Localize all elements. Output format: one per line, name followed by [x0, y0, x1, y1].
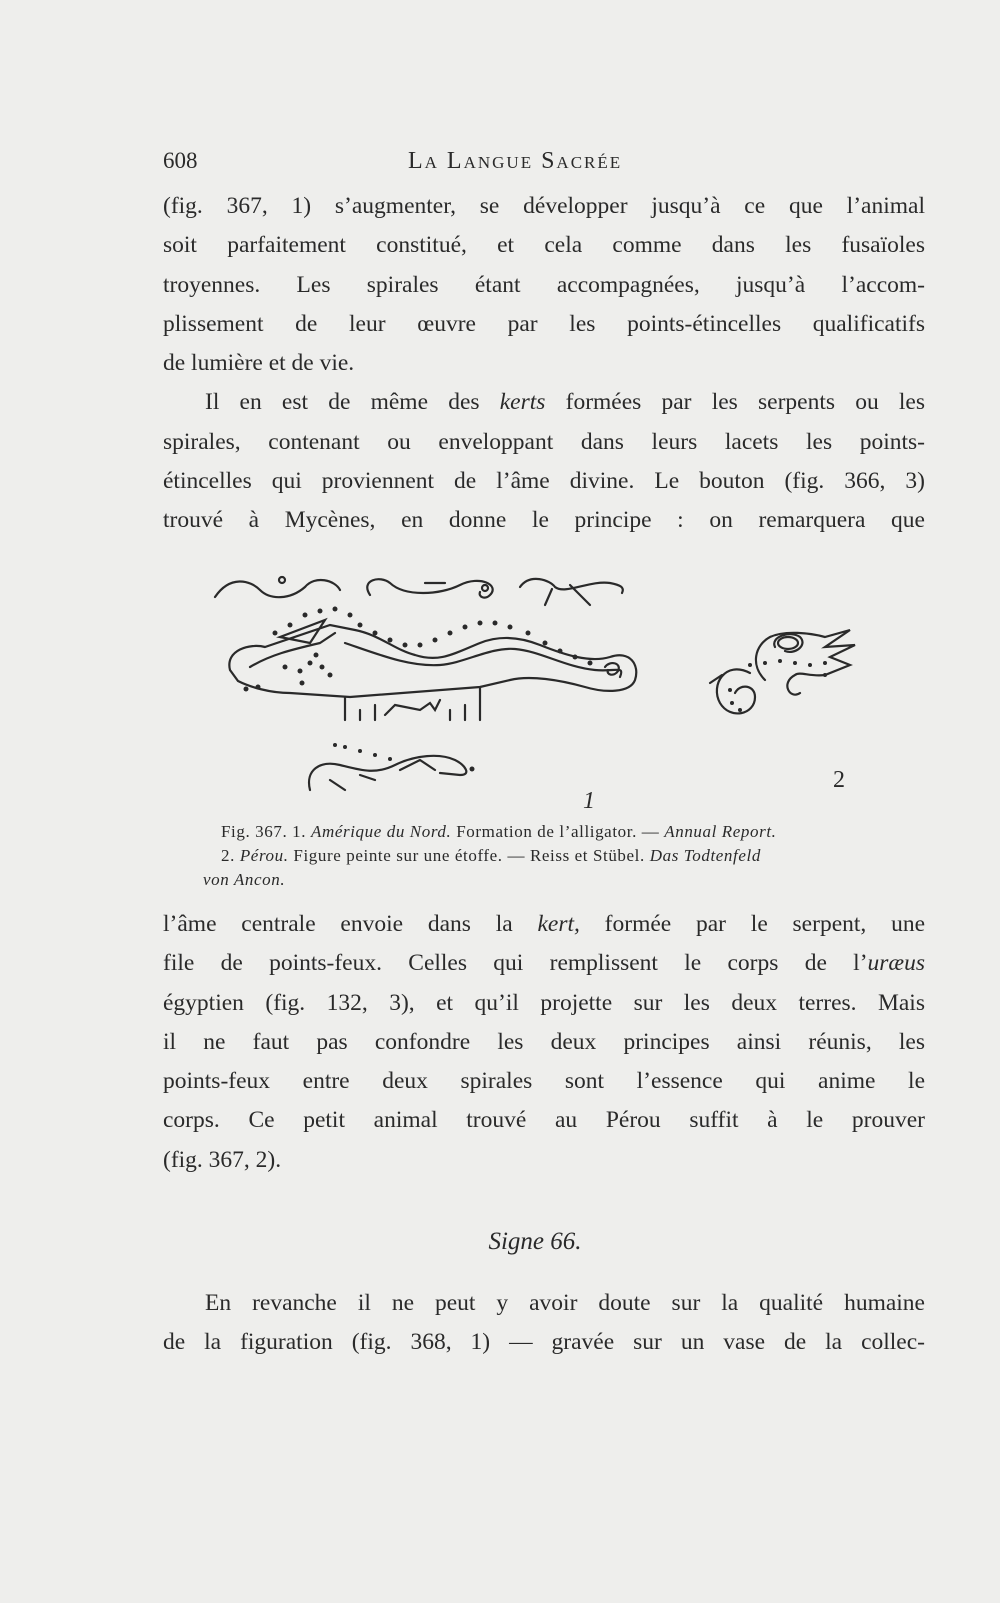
- text-block-bottom: [163, 1284, 925, 1363]
- page-number: 608: [163, 148, 198, 173]
- figure-367-illustration: [210, 575, 890, 810]
- text-block-top: [163, 187, 925, 541]
- text-block-middle: [163, 905, 925, 1180]
- caption-line: Fig. 367. 1. Amérique du Nord. Formation de l’alligator. — Annual Report.: [221, 822, 777, 841]
- text-line: soit parfaitement constitué, et cela comme dans les fusaïoles: [163, 232, 925, 259]
- paragraph-2: [163, 383, 925, 540]
- figure-label-1: 1: [583, 788, 595, 814]
- text-line: étincelles qui proviennent de l’âme divine. Le bouton (fig. 366, 3): [163, 468, 925, 495]
- text-line: file de points-feux. Celles qui remplissent le corps de l’uræus: [163, 950, 925, 977]
- text-line: (fig. 367, 1) s’augmenter, se développer jusqu’à ce que l’animal: [163, 193, 925, 219]
- paragraph-1: [163, 187, 925, 383]
- text-line: plissement de leur œuvre par les points-étincelles qualificatifs: [163, 310, 925, 337]
- paragraph-4: [163, 1284, 925, 1363]
- emphasis: kerts: [499, 389, 546, 416]
- text-line: de lumière et de vie.: [163, 350, 355, 377]
- text-line: corps. Ce petit animal trouvé au Pérou suffit à le prouver: [163, 1107, 925, 1134]
- caption-line: 2. Pérou. Figure peinte sur une étoffe. — Reiss et Stübel. Das Todtenfeld: [221, 846, 761, 865]
- running-title: La Langue Sacrée: [408, 148, 623, 174]
- text-line: points-feux entre deux spirales sont l’essence qui anime le: [163, 1068, 925, 1095]
- text-line: il ne faut pas confondre les deux principes ainsi réunis, les: [163, 1028, 925, 1055]
- text-line: spirales, contenant ou enveloppant dans leurs lacets les points-: [163, 428, 925, 455]
- text-line: Il en est de même des kerts formées par les serpents ou les: [205, 389, 925, 416]
- paragraph-3: [163, 905, 925, 1180]
- text-line: l’âme centrale envoie dans la kert, formée par le serpent, une: [163, 911, 925, 937]
- text-line: de la figuration (fig. 368, 1) — gravée sur un vase de la collec-: [163, 1329, 925, 1356]
- text-line: troyennes. Les spirales étant accompagnées, jusqu’à l’accom-: [163, 271, 925, 298]
- figure-label-2: 2: [833, 767, 845, 793]
- figure-caption: [203, 820, 893, 892]
- section-heading: Signe 66.: [488, 1228, 582, 1255]
- text-line: égyptien (fig. 132, 3), et qu’il projette sur les deux terres. Mais: [163, 989, 925, 1016]
- page-header: [163, 148, 923, 180]
- text-line: trouvé à Mycènes, en donne le principe : on remarquera que: [163, 507, 925, 534]
- alligator-and-animal-drawing: [210, 575, 890, 810]
- text-line: (fig. 367, 2).: [163, 1146, 282, 1173]
- caption-line: von Ancon.: [203, 870, 286, 889]
- text-line: En revanche il ne peut y avoir doute sur la qualité humaine: [205, 1290, 925, 1316]
